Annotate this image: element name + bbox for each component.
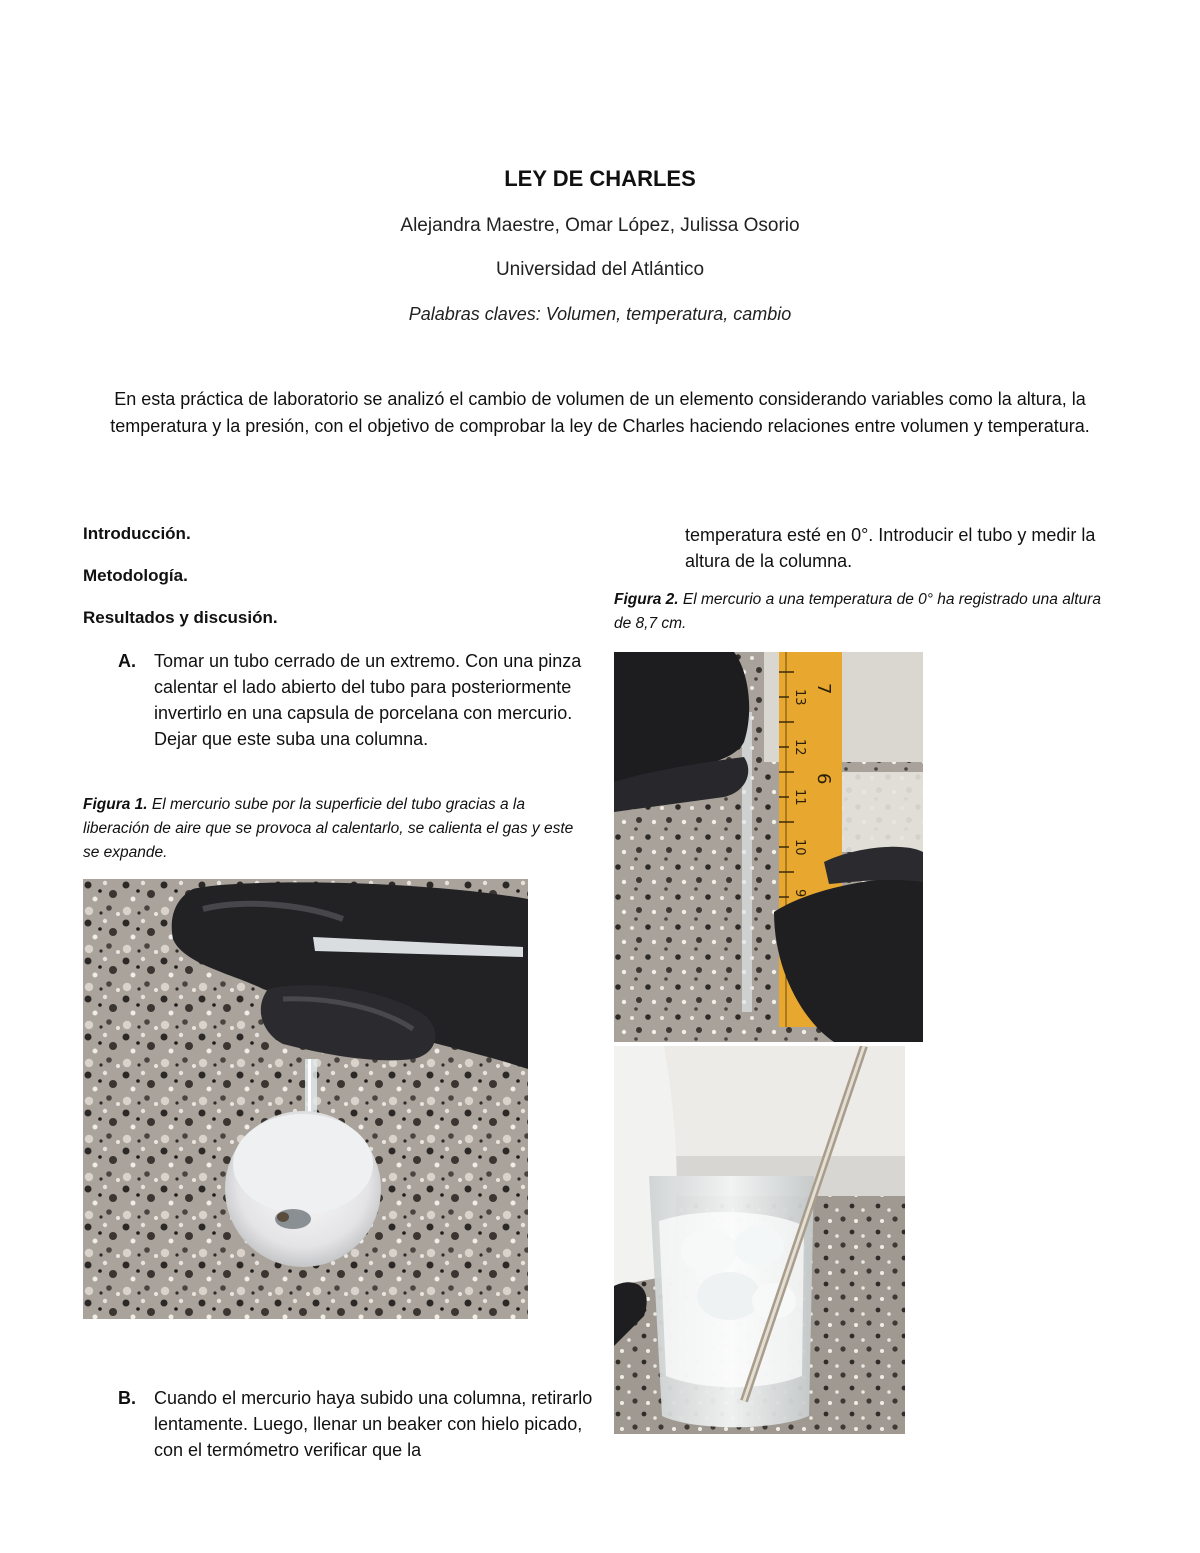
abstract: En esta práctica de laboratorio se analizó el cambio de volumen de un elemento considerando variables como la altura, la temperatura y la presión, con el objetivo de comprobar la ley de Charles haciendo relaciones entre volumen y temperatura. — [110, 389, 1090, 436]
ruler-number: 11 — [792, 789, 807, 806]
document-title: LEY DE CHARLES — [504, 166, 696, 191]
ruler-number: 9 — [792, 889, 807, 898]
ruler-number: 12 — [792, 739, 807, 756]
university: Universidad del Atlántico — [495, 259, 705, 280]
ruler-number: 13 — [792, 689, 807, 706]
figure-label: Figura 1. — [83, 796, 148, 813]
figure-label: Figura 2. — [614, 591, 679, 608]
beaker-photo — [614, 1046, 905, 1434]
step-letter: B. — [118, 1388, 136, 1408]
figure-2-photo — [614, 652, 923, 1042]
ruler-number: 7 — [813, 683, 834, 695]
step-letter: A. — [118, 651, 136, 671]
heading-resultados: Resultados y discusión. — [83, 608, 278, 627]
ruler-number: 6 — [813, 773, 834, 785]
step-text: Tomar un tubo cerrado de un extremo. Con una pinza calentar el lado abierto del tubo para posteriormente invertirlo en una capsula de porcelana con mercurio. Dejar que este suba una columna. — [154, 651, 582, 749]
step-b-continuation: temperatura esté en 0°. Introducir el tubo y medir la altura de la columna. — [685, 525, 1096, 571]
heading-introduccion: Introducción. — [83, 524, 191, 543]
step-text: Cuando el mercurio haya subido una columna, retirarlo lentamente. Luego, llenar un beaker con hielo picado, con el termómetro verificar que la — [154, 1388, 593, 1460]
ruler-number: 10 — [792, 839, 807, 856]
authors: Alejandra Maestre, Omar López, Julissa Osorio — [400, 215, 800, 236]
figure-1-caption — [83, 793, 583, 865]
heading-metodologia: Metodología. — [83, 566, 188, 585]
figure-text: El mercurio a una temperatura de 0° ha registrado una altura de 8,7 cm. — [614, 591, 1101, 632]
figure-2-caption — [614, 588, 1104, 636]
figure-text: El mercurio sube por la superficie del tubo gracias a la liberación de aire que se provoca al calentarlo, se calienta el gas y este se expande. — [83, 796, 574, 861]
keywords: Palabras claves: Volumen, temperatura, cambio — [408, 304, 792, 324]
figure-1-photo — [83, 879, 528, 1319]
